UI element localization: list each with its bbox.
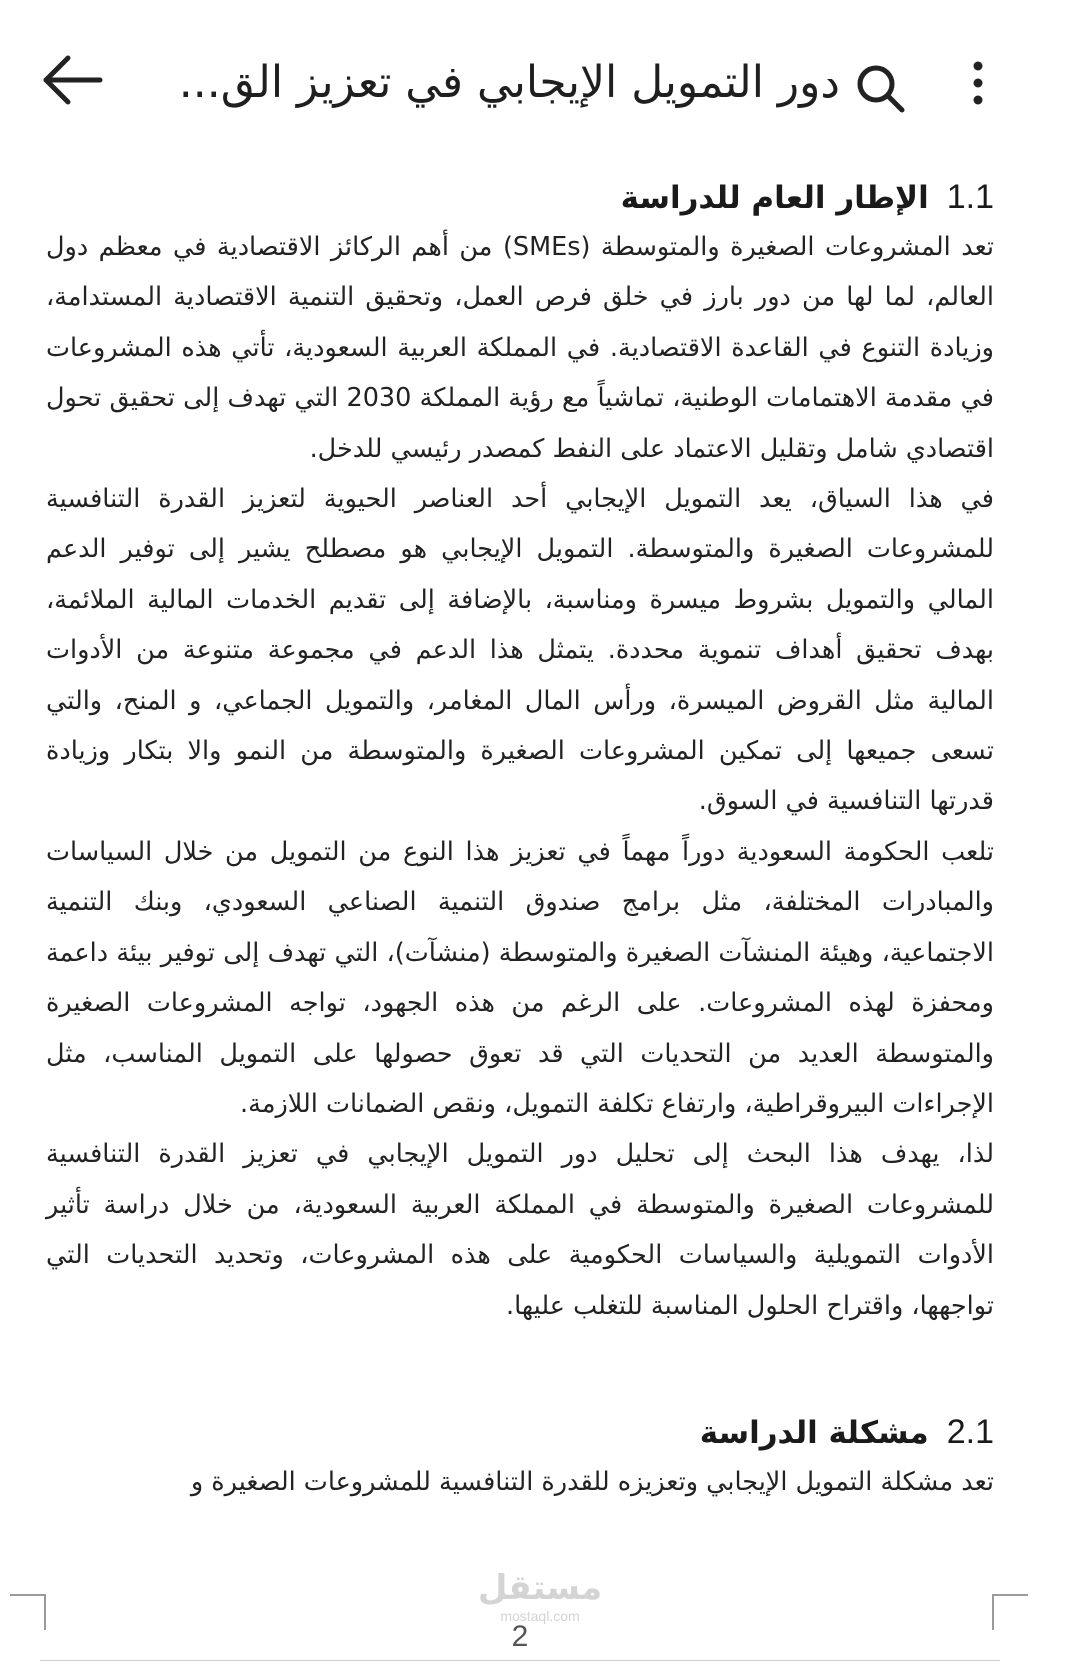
top-toolbar [0, 0, 1078, 160]
paragraph: في هذا السياق، يعد التمويل الإيجابي أحد العناصر الحيوية لتعزيز القدرة التنافسية للمشروعات الصغيرة والمتوسطة. التمويل الإيجابي هو مصطلح يشير إلى توفير الدعم المالي والتمويل بشروط ميسرة ومناسبة، بالإضافة إلى تقديم الخدمات المالية الملائمة، بهدف تحقيق أهداف تنموية محددة. يتمثل هذا الدعم في مجموعة متنوعة من الأدوات المالية مثل القروض الميسرة، ورأس المال المغامر، والتمويل الجماعي، و المنح، والتي تسعى جميعها إلى تمكين المشروعات الصغيرة والمتوسطة من النمو والا بتكار وزيادة قدرتها التنافسية في السوق. [46, 484, 994, 817]
page-divider [40, 1660, 1000, 1661]
back-button[interactable] [40, 50, 108, 110]
arrow-left-icon [40, 50, 108, 110]
section-title: الإطار العام للدراسة [620, 180, 929, 216]
search-icon [852, 60, 908, 116]
watermark-logo: مستقل [477, 1568, 603, 1608]
document-page [46, 172, 994, 1507]
page-corner-mark-right [992, 1594, 1028, 1630]
more-options-button[interactable] [958, 56, 998, 116]
paragraph: تلعب الحكومة السعودية دوراً مهماً في تعزيز هذا النوع من التمويل من خلال السياسات والمبادرات المختلفة، مثل برامج صندوق التنمية الصناعي السعودي، وبنك التنمية الاجتماعية، وهيئة المنشآت الصغيرة والمتوسطة (منشآت)، التي تهدف إلى توفير بيئة داعمة ومحفزة لهذه المشروعات. على الرغم من هذه الجهود، تواجه المشروعات الصغيرة والمتوسطة العديد من التحديات التي قد تعوق حصولها على التمويل المناسب، مثل الإجراءات البيروقراطية، وارتفاع تكلفة التمويل، ونقص الضمانات اللازمة. [46, 836, 994, 1119]
document-title: دور التمويل الإيجابي في تعزيز الق... [178, 57, 840, 108]
section-heading-2 [46, 1407, 994, 1457]
page-number: 2 [511, 1620, 529, 1653]
section-heading-1 [46, 172, 994, 222]
watermark-url: mostaql.com [500, 1608, 580, 1624]
section-title: مشكلة الدراسة [699, 1414, 929, 1451]
paragraph: لذا، يهدف هذا البحث إلى تحليل دور التمويل الإيجابي في تعزيز القدرة التنافسية للمشروعات الصغيرة والمتوسطة في المملكة العربية السعودية، من خلال دراسة تأثير الأدوات التمويلية والسياسات الحكومية على هذه المشروعات، وتحديد التحديات التي تواجهها، واقتراح الحلول المناسبة للتغلب عليها. [46, 1139, 994, 1321]
section-number: 1.1 [946, 178, 994, 216]
section-spacer [46, 1331, 994, 1407]
paragraph: تعد المشروعات الصغيرة والمتوسطة (SMEs) من أهم الركائز الاقتصادية في معظم دول العالم، لما لها من دور بارز في خلق فرص العمل، وتحقيق التنمية الاقتصادية المستدامة، وزيادة التنوع في القاعدة الاقتصادية. في المملكة العربية السعودية، تأتي هذه المشروعات في مقدمة الاهتمامات الوطنية، تماشياً مع رؤية المملكة 2030 التي تهدف إلى تحقيق تحول اقتصادي شامل وتقليل الاعتماد على النفط كمصدر رئيسي للدخل. [46, 232, 994, 464]
page-corner-mark-left [10, 1594, 46, 1630]
paragraph: تعد مشكلة التمويل الإيجابي وتعزيزه للقدرة التنافسية للمشروعات الصغيرة و [190, 1466, 994, 1497]
watermark [460, 1568, 620, 1638]
more-vertical-icon [958, 56, 998, 116]
section-number: 2.1 [946, 1412, 994, 1451]
search-button[interactable] [852, 60, 908, 116]
